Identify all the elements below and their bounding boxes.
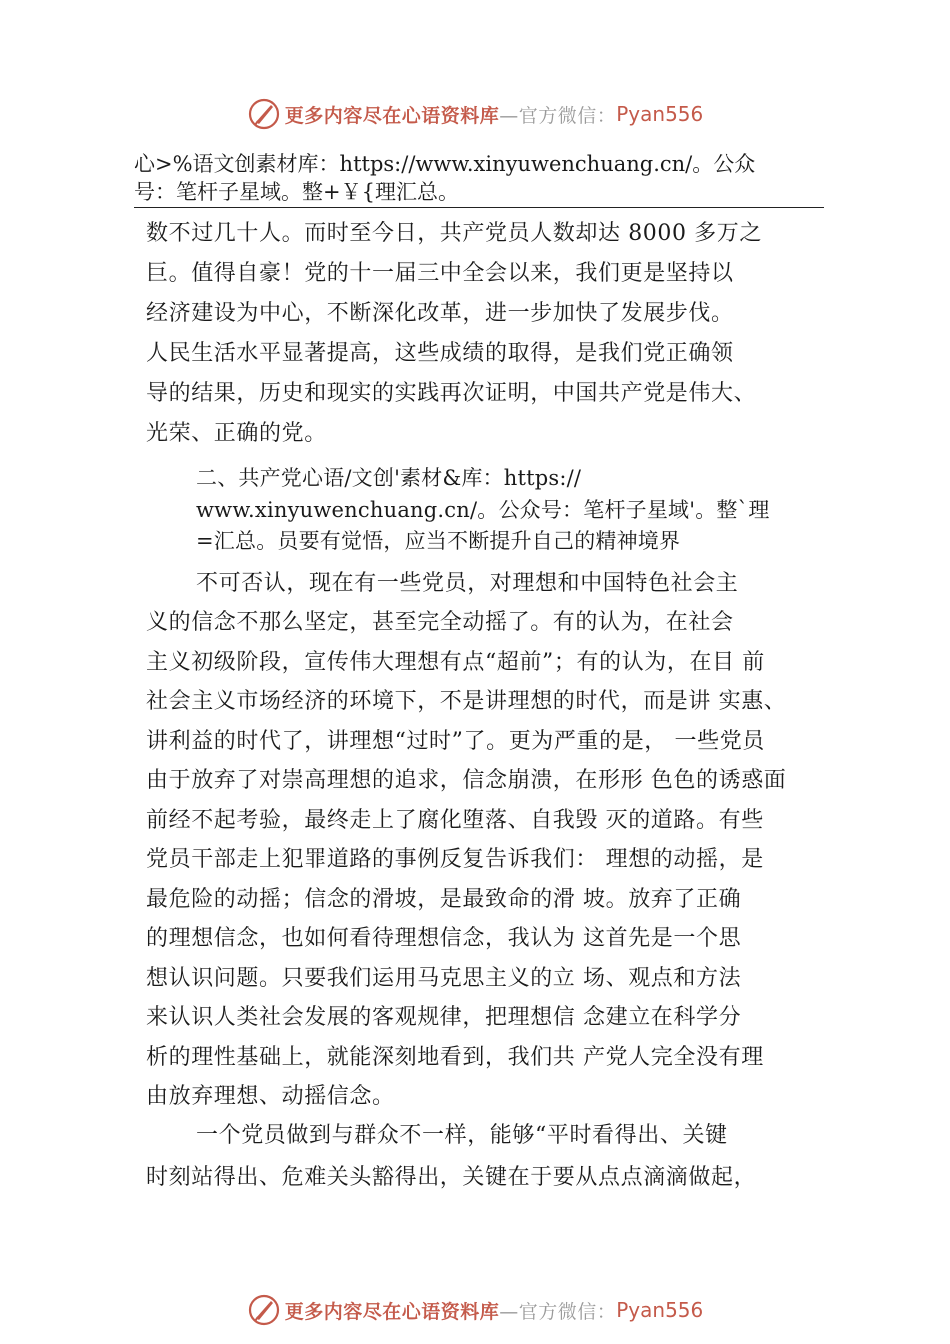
watermark-id-text: Pyan556: [616, 1298, 704, 1322]
header-line: 号：笔杆子星域。整+￥{理汇总。: [134, 180, 459, 204]
body-line: 导的结果，历史和现实的实践再次证明，中国共产党是伟大、: [146, 381, 757, 406]
body-line: 最危险的动摇；信念的滑坡，是最致命的滑 坡。放弃了正确: [146, 887, 742, 912]
section-heading-line: www.xinyuwenchuang.cn/。公众号：笔杆子星域'。整`理: [196, 498, 770, 522]
body-line: 义的信念不那么坚定，甚至完全动摇了。有的认为，在社会: [146, 610, 734, 635]
header-line: 心>%语文创素材库：https://www.xinyuwenchuang.cn/。公众: [134, 152, 756, 176]
watermark-sub-text: —官方微信：: [499, 1300, 617, 1323]
quill-pen-seal-icon: [247, 97, 281, 131]
body-line: 数不过几十人。而时至今日，共产党员人数却达 8000 多万之: [146, 221, 762, 246]
watermark-main-text: 更多内容尽在心语资料库: [284, 104, 500, 127]
body-line: 来认识人类社会发展的客观规律，把理想信 念建立在科学分: [146, 1005, 742, 1030]
document-header: [134, 150, 824, 208]
body-line: 巨。值得自豪！党的十一届三中全会以来，我们更是坚持以: [146, 261, 734, 286]
quill-pen-seal-icon: [247, 1293, 281, 1327]
watermark-top: [0, 96, 950, 132]
body-line: 前经不起考验，最终走上了腐化堕落、自我毁 灭的道路。有些: [146, 808, 764, 833]
body-line: 由放弃理想、动摇信念。: [146, 1084, 395, 1109]
body-line: 想认识问题。只要我们运用马克思主义的立 场、观点和方法: [146, 966, 742, 991]
body-line: 党员干部走上犯罪道路的事例反复告诉我们： 理想的动摇，是: [146, 847, 764, 872]
body-line: 经济建设为中心，不断深化改革，进一步加快了发展步伐。: [146, 301, 734, 326]
watermark-main-text: 更多内容尽在心语资料库: [284, 1300, 500, 1323]
body-line: 社会主义市场经济的环境下，不是讲理想的时代，而是讲 实惠、: [146, 689, 787, 714]
body-line: 由于放弃了对崇高理想的追求，信念崩溃，在形形 色色的诱惑面: [146, 768, 787, 793]
section-heading-line: =汇总。员要有觉悟，应当不断提升自己的精神境界: [196, 529, 681, 553]
body-line: 不可否认，现在有一些党员，对理想和中国特色社会主: [196, 571, 739, 596]
watermark-id-text: Pyan556: [616, 102, 704, 126]
watermark-sub-text: —官方微信：: [499, 104, 617, 127]
body-line: 光荣、正确的党。: [146, 421, 327, 446]
body-line: 人民生活水平显著提高，这些成绩的取得，是我们党正确领: [146, 341, 734, 366]
section-heading-line: 二、共产党心语/文创'素材&库：https://: [196, 466, 582, 490]
body-line: 的理想信念，也如何看待理想信念，我认为 这首先是一个思: [146, 926, 742, 951]
body-line: 主义初级阶段，宣传伟大理想有点“超前”；有的认为，在目 前: [146, 650, 765, 675]
body-line: 析的理性基础上，就能深刻地看到，我们共 产党人完全没有理: [146, 1045, 764, 1070]
watermark-bottom: [0, 1292, 950, 1328]
body-line: 一个党员做到与群众不一样，能够“平时看得出、关键: [196, 1123, 728, 1148]
body-line: 时刻站得出、危难关头豁得出，关键在于要从点点滴滴做起，: [146, 1165, 757, 1190]
body-line: 讲利益的时代了，讲理想“过时”了。更为严重的是， 一些党员: [146, 729, 765, 754]
